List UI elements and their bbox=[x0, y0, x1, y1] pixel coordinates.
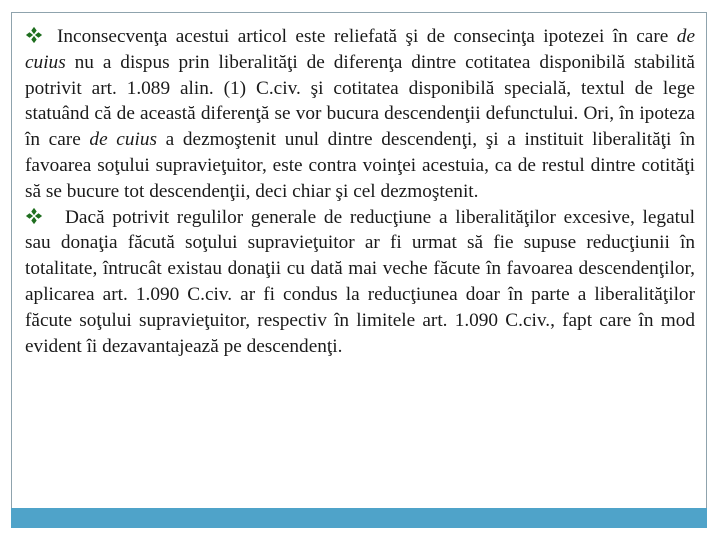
paragraph-2 bbox=[25, 205, 695, 360]
paragraph-1-seg-3: de cuius bbox=[89, 129, 157, 151]
paragraph-1-seg-1: de cuius bbox=[25, 26, 695, 73]
paragraph-1 bbox=[25, 24, 695, 205]
text-content bbox=[25, 24, 695, 359]
paragraph-2-seg-0: Dacă potrivit regulilor generale de reducţiune a liberalităţilor excesive, legatul sau donaţia făcută soţului supravieţuitor ar fi urmat să fie supuse reducţiunii în totalitate, întrucât existau donaţii cu dată mai veche făcute în favoarea descendenţilor, aplicarea art. 1.090 C.civ. ar fi condus la reducţiunea doar în parte a liberalităţilor făcute soţului supravieţuitor, respectiv în limitele art. 1.090 C.civ., fapt care în mod evident îi dezavantajează pe descendenţi. bbox=[25, 206, 695, 357]
footer-bar bbox=[11, 508, 707, 528]
four-diamond-bullet-icon bbox=[25, 26, 43, 44]
paragraph-1-seg-2: nu a dispus prin liberalităţi de diferenţa dintre cotitatea disponibilă stabilită potrivit art. 1.089 alin. (1) C.civ. şi cotitatea disponibilă specială, textul de lege statuând că de această diferenţă se vor bucura descendenţii defunctului. Ori, în ipoteza în care bbox=[25, 51, 695, 151]
four-diamond-bullet-icon bbox=[25, 207, 43, 225]
paragraph-1-seg-0: Inconsecvenţa acestui articol este reliefată şi de consecinţa ipotezei în care bbox=[57, 26, 677, 47]
paragraph-1-seg-4: a dezmoştenit unul dintre descendenţi, şi a instituit liberalităţi în favoarea soţului supravieţuitor, este contra voinţei acestuia, ca de restul dintre cotităţi să se bucure tot descendenţii, deci chiar şi cel dezmoştenit. bbox=[25, 129, 695, 202]
